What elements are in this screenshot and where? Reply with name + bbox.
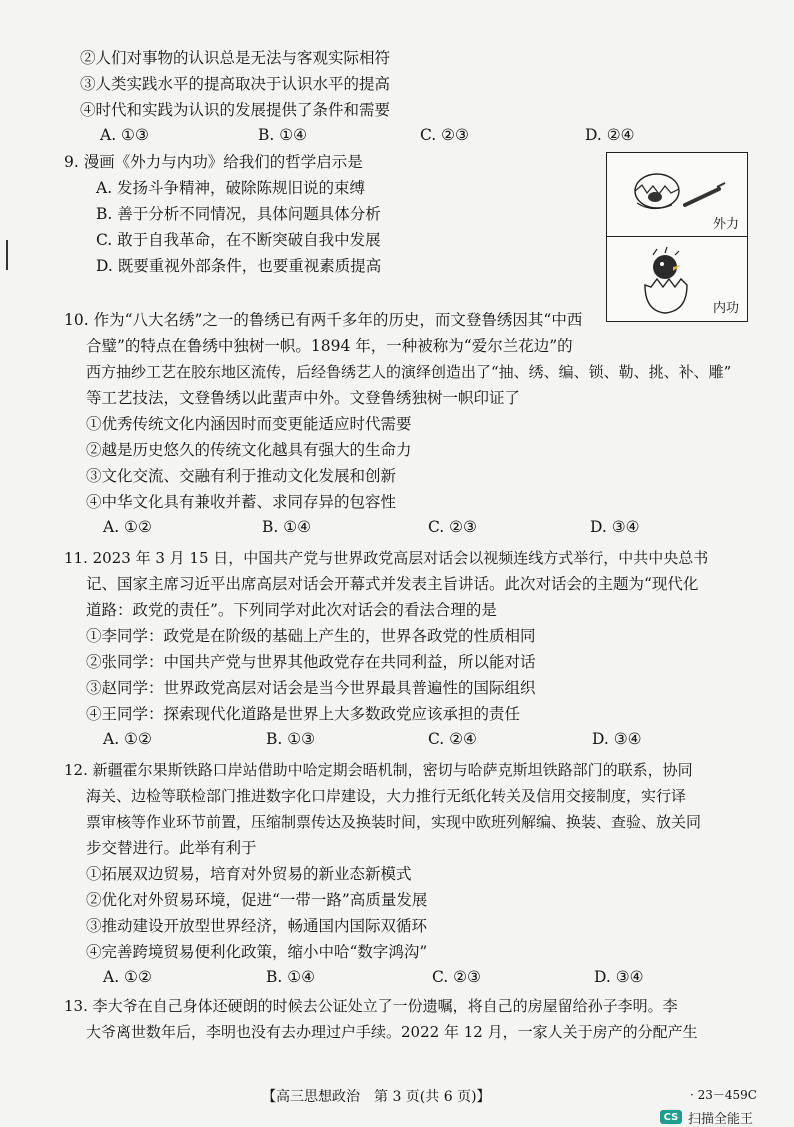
q10-options: [0, 518, 794, 538]
q8-option-d: D. ②④: [585, 126, 635, 144]
q12-stem-line-1: 12. 新疆霍尔果斯铁路口岸站借助中哈定期会晤机制，密切与哈萨克斯坦铁路部门的联系，协同: [64, 761, 693, 779]
q11-option-c: C. ②④: [428, 730, 477, 748]
q10-stem-line-1: 10. 作为“八大名绣”之一的鲁绣已有两千多年的历史，而文登鲁绣因其“中西: [64, 311, 583, 329]
q8-option-c: C. ②③: [420, 126, 469, 144]
q9-choice-a: A. 发扬斗争精神，破除陈规旧说的束缚: [96, 179, 366, 197]
q12-item-3: ③推动建设开放型世界经济，畅通国内国际双循环: [86, 917, 428, 935]
q12-item-1: ①拓展双边贸易，培育对外贸易的新业态新模式: [86, 865, 412, 883]
scanner-watermark: [660, 1110, 754, 1127]
q8-option-a: A. ①③: [100, 126, 149, 144]
q11-stem-line-1: 11. 2023 年 3 月 15 日，中国共产党与世界政党高层对话会以视频连线方式举行，中共中央总书: [64, 549, 709, 567]
camscanner-label: 扫描全能王: [688, 1111, 754, 1127]
q11-option-a: A. ①②: [103, 730, 152, 748]
q8-item-2: ②人们对事物的认识总是无法与客观实际相符: [80, 49, 391, 67]
q8-option-b: B. ①④: [258, 126, 308, 144]
q10-item-2: ②越是历史悠久的传统文化越具有强大的生命力: [86, 441, 412, 459]
q11-option-d: D. ③④: [592, 730, 642, 748]
cartoon-caption-external: 外力: [712, 217, 739, 232]
q11-stem-line-3: 道路：政党的责任”。下列同学对此次对话会的看法合理的是: [86, 601, 497, 619]
q11-item-2: ②张同学：中国共产党与世界其他政党存在共同利益，所以能对话: [86, 653, 536, 671]
q10-item-3: ③文化交流、交融有利于推动文化发展和创新: [86, 467, 397, 485]
footer-code: · 23－459C: [690, 1088, 757, 1102]
q11-item-3: ③赵同学：世界政党高层对话会是当今世界最具普遍性的国际组织: [86, 679, 536, 697]
cartoon-internal-strength-panel: [607, 237, 747, 320]
q11-item-1: ①李同学：政党是在阶级的基础上产生的，世界各政党的性质相同: [86, 627, 536, 645]
q13-stem-line-1: 13. 李大爷在自己身体还硬朗的时候去公证处立了一份遗嘱，将自己的房屋留给孙子李明。李: [64, 997, 678, 1015]
q12-options: [0, 968, 794, 988]
q8-options: [0, 126, 794, 146]
footer-page-info: 【高三思想政治 第 3 页(共 6 页)】: [262, 1089, 491, 1105]
q12-option-d: D. ③④: [594, 968, 644, 986]
q11-stem-line-2: 记、国家主席习近平出席高层对话会开幕式并发表主旨讲话。此次对话会的主题为“现代化: [86, 575, 699, 593]
q12-item-4: ④完善跨境贸易便利化政策，缩小中哈“数字鸿沟”: [86, 943, 428, 961]
q10-option-c: C. ②③: [428, 518, 477, 536]
q10-item-4: ④中华文化具有兼收并蓄、求同存异的包容性: [86, 493, 397, 511]
q11-option-b: B. ①③: [266, 730, 316, 748]
q10-option-b: B. ①④: [262, 518, 312, 536]
q9-choice-c: C. 敢于自我革命，在不断突破自我中发展: [96, 231, 381, 249]
q12-item-2: ②优化对外贸易环境，促进“一带一路”高质量发展: [86, 891, 428, 909]
q10-item-1: ①优秀传统文化内涵因时而变更能适应时代需要: [86, 415, 412, 433]
q10-stem-line-4: 等工艺技法，文登鲁绣以此蜚声中外。文登鲁绣独树一帜印证了: [86, 389, 521, 407]
q12-stem-line-4: 步交替进行。此举有利于: [86, 839, 257, 857]
scan-margin-mark: [6, 240, 8, 270]
q10-stem-line-3: 西方抽纱工艺在胶东地区流传，后经鲁绣艺人的演绎创造出了“抽、绣、编、锁、勒、挑、补、雕”: [86, 363, 732, 381]
q11-options: [0, 730, 794, 750]
q9-choice-d: D. 既要重视外部条件，也要重视素质提高: [96, 257, 382, 275]
camscanner-logo-icon: CS: [660, 1110, 682, 1124]
q12-option-c: C. ②③: [432, 968, 481, 986]
q10-option-d: D. ③④: [590, 518, 640, 536]
q12-stem-line-3: 票审核等作业环节前置，压缩制票传达及换装时间，实现中欧班列解编、换装、查验、放关同: [86, 813, 702, 831]
q8-item-3: ③人类实践水平的提高取决于认识水平的提高: [80, 75, 391, 93]
q8-item-4: ④时代和实践为认识的发展提供了条件和需要: [80, 101, 391, 119]
q9-stem: 9. 漫画《外力与内功》给我们的哲学启示是: [64, 153, 363, 171]
q10-stem-line-2: 合璧”的特点在鲁绣中独树一帜。1894 年，一种被称为“爱尔兰花边”的: [86, 337, 573, 355]
q12-stem-line-2: 海关、边检等联检部门推进数字化口岸建设，大力推行无纸化转关及信用交接制度，实行译: [86, 787, 687, 805]
q12-option-b: B. ①④: [266, 968, 316, 986]
q10-option-a: A. ①②: [103, 518, 152, 536]
q13-stem-line-2: 大爷离世数年后，李明也没有去办理过户手续。2022 年 12 月，一家人关于房产的分配产生: [86, 1023, 698, 1041]
q12-option-a: A. ①②: [103, 968, 152, 986]
cartoon-caption-internal: 内功: [712, 301, 739, 316]
q9-choice-b: B. 善于分析不同情况，具体问题具体分析: [96, 205, 381, 223]
cartoon-external-force-panel: [607, 153, 747, 237]
q11-item-4: ④王同学：探索现代化道路是世界上大多数政党应该承担的责任: [86, 705, 521, 723]
q9-cartoon: [606, 152, 748, 322]
